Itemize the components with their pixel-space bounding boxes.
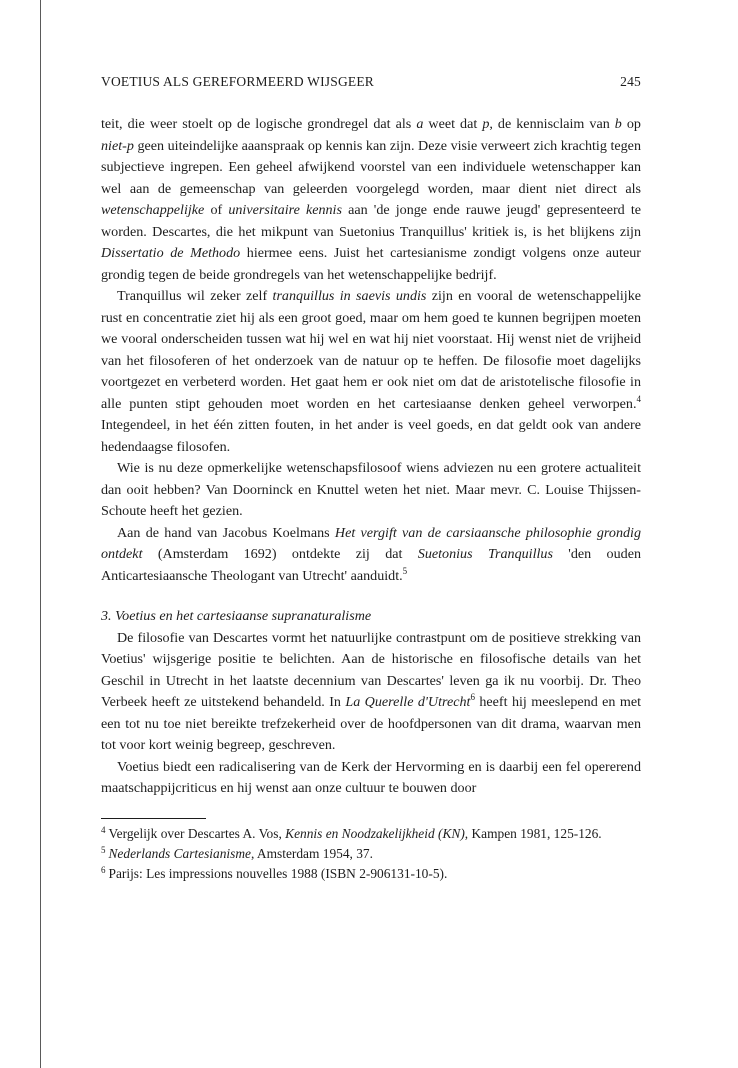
italic-run: Kennis en Noodzakelijkheid (KN): [285, 825, 465, 841]
paragraph: [101, 458, 641, 523]
italic-run: niet-p: [101, 137, 134, 154]
text-run: Parijs: Les impressions nouvelles 1988 (ISBN 2-906131-10-5).: [108, 865, 448, 881]
footnote-marker: 4: [101, 824, 106, 835]
running-head: [101, 74, 641, 90]
paragraph: [101, 114, 641, 286]
footnote-marker: 6: [101, 864, 106, 875]
footnote-marker: 4: [636, 393, 641, 404]
text-run: Tranquillus wil zeker zelf: [117, 288, 273, 304]
italic-run: Suetonius Tranquillus: [417, 546, 553, 562]
text-run: Aan de hand van Jacobus Koelmans: [117, 524, 335, 541]
paragraph: [101, 757, 641, 800]
text-run: zijn en vooral de wetenschappelijke rust en concentratie ziet hij als een groot goed, maar om hem goed te kunnen begrijpen moeten we vooral onderscheiden tussen wat hij wel en wat hij niet voorstaat. Hij wenst niet de vrijheid van het filosoferen of het onderzoek van de natuur op te heffen. De filosofie moet dagelijks voortgezet en verbeterd worden. Het gaat hem er ook niet om dat de aristotelische filosofie in alle punten stipt gehouden moet worden en het cartesiaanse denken geheel verworpen.: [101, 288, 641, 412]
text-run: op: [621, 116, 641, 132]
paragraph: [101, 628, 641, 757]
text-run: , Amsterdam 1954, 37.: [250, 845, 373, 861]
italic-run: La Querelle d'Utrecht: [345, 694, 471, 710]
text-run: geen uiteindelijke aaanspraak op kennis kan zijn. Deze visie verweert zich krachtig tegen subjectieve ingrepen. Een geheel afwijkend voorstel van een individuele wetenschapper kan wel aan de gemeenschap van geleerden voorgelegd worden, maar dient niet direct als: [101, 137, 641, 197]
paragraph: [101, 286, 641, 458]
footnote: [101, 865, 641, 883]
text-run: Wie is nu deze opmerkelijke wetenschapsfilosoof wiens adviezen nu een grotere actualiteit dan ooit hebben? Van Doorninck en Knuttel weten het niet. Maar mevr. C. Louise Thijssen-Schoute heeft het gezien.: [101, 460, 641, 519]
footnote: [101, 825, 641, 843]
section-heading: [101, 606, 641, 628]
italic-run: tranquillus in saevis undis: [272, 288, 427, 304]
scan-gutter: [0, 0, 40, 1068]
text-run: of: [204, 202, 229, 218]
page-number: 245: [620, 74, 641, 89]
paragraph: [101, 523, 641, 588]
text-run: 'den ouden Anticartesiaansche Theologant van Utrecht' aanduidt.: [101, 546, 641, 584]
italic-run: wetenschappelijke: [101, 202, 205, 218]
italic-run: Het vergift van de carsiaansche philosophie grondig ontdekt: [101, 524, 641, 562]
text-run: Integendeel, in het één zitten fouten, in het ander is veel goeds, en dat geldt ook van andere hedendaagse filosofen.: [101, 417, 641, 455]
text-run: heeft hij meeslepend en met een tot nu toe niet bereikte trefzekerheid over de hoofdpersonen van dit drama, waarvan men tot voor kort weinig begreep, geschreven.: [101, 694, 641, 753]
page-edge-line: [40, 0, 41, 1068]
italic-run: Nederlands Cartesianisme: [108, 845, 251, 861]
section-number: 3.: [101, 608, 112, 624]
footnote: [101, 845, 641, 863]
text-run: weet dat: [423, 116, 483, 132]
text-run: , Kampen 1981, 125-126.: [464, 825, 602, 841]
italic-run: b: [614, 116, 622, 132]
footnote-marker: 5: [101, 844, 106, 855]
footnote-rule: [101, 818, 206, 819]
text-run: De filosofie van Descartes vormt het natuurlijke contrastpunt om de positieve strekking van Voetius' wijsgerige positie te belichten. Aan de historische en filosofische details van het Geschil in Utrecht in het laatste decennium van Descartes' leven ga ik nu voorbij. Dr. Theo Verbeek heeft ze uitstekend behandeld. In: [101, 629, 641, 710]
footnotes: [101, 825, 641, 883]
footnote-marker: 5: [402, 565, 408, 576]
text-run: Vergelijk over Descartes A. Vos,: [108, 825, 286, 841]
text-run: aan 'de jonge ende rauwe jeugd' gepresenteerd te worden. Descartes, die het mikpunt van Suetonius Tranquillus' kritiek is, is het blijkens zijn: [101, 202, 641, 240]
text-run: , de kennisclaim van: [489, 116, 615, 132]
body-text: [101, 114, 641, 800]
text-run: teit, die weer stoelt op de logische grondregel dat als: [101, 116, 417, 132]
footnote-marker: 6: [470, 692, 475, 702]
italic-run: a: [416, 116, 424, 132]
italic-run: Dissertatio de Methodo: [101, 245, 241, 261]
text-run: hiermee eens. Juist het cartesianisme zondigt volgens onze auteur grondig tegen de beide grondregels van het wetenschappelijke bedrijf.: [101, 245, 641, 283]
italic-run: p: [482, 116, 490, 132]
book-page: [101, 60, 641, 885]
text-run: (Amsterdam 1692) ontdekte zij dat: [142, 546, 418, 562]
section-title: Voetius en het cartesiaanse supranaturalisme: [115, 608, 372, 624]
italic-run: universitaire kennis: [228, 202, 342, 218]
text-run: Voetius biedt een radicalisering van de Kerk der Hervorming en is daarbij een fel opererend maatschappijcriticus en hij wenst aan onze cultuur te bouwen door: [101, 758, 641, 796]
running-title: VOETIUS ALS GEREFORMEERD WIJSGEER: [101, 74, 374, 89]
